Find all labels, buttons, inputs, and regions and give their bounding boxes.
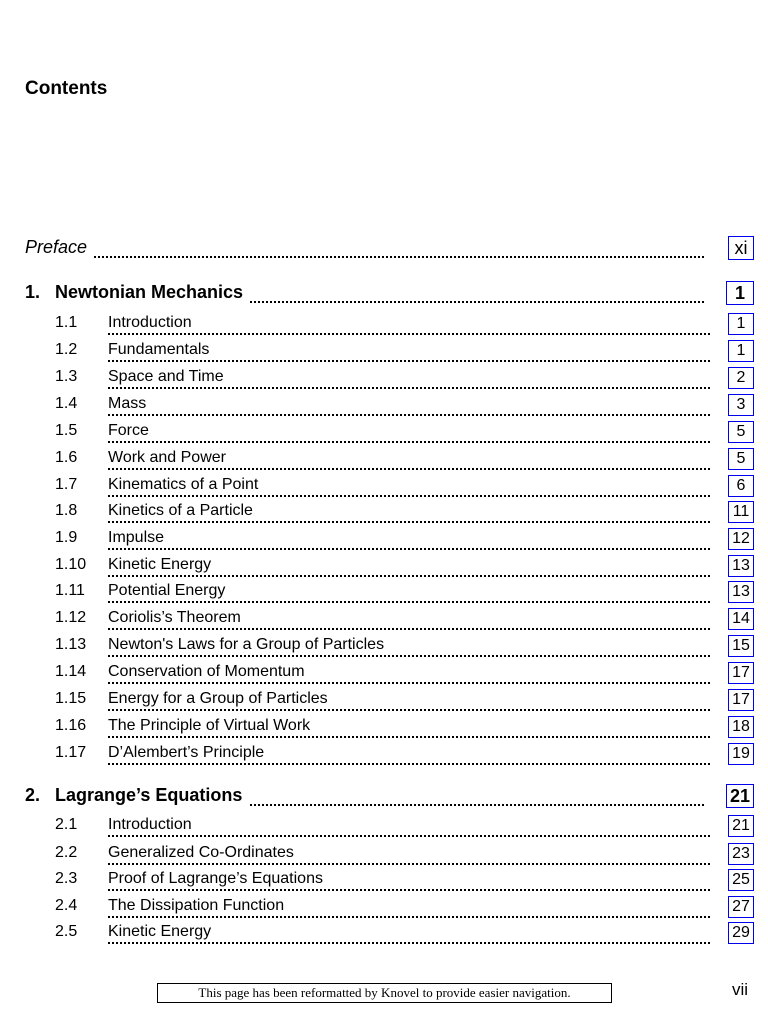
entry-number: 1.9 xyxy=(55,529,78,546)
toc-section-entry[interactable] xyxy=(0,340,768,362)
entry-title[interactable]: Work and Power xyxy=(108,449,232,467)
entry-title[interactable]: Newtonian Mechanics xyxy=(55,282,249,303)
page-link[interactable]: 19 xyxy=(728,743,754,765)
toc-section-entry[interactable] xyxy=(0,743,768,765)
entry-number: 1.16 xyxy=(55,717,87,734)
dot-leader xyxy=(108,402,710,416)
page-link[interactable]: 5 xyxy=(728,448,754,470)
toc-section-entry[interactable] xyxy=(0,501,768,523)
entry-number: 1.11 xyxy=(55,582,85,599)
page-link[interactable]: 25 xyxy=(728,869,754,891)
page-link[interactable]: 6 xyxy=(728,475,754,497)
page-link[interactable]: 21 xyxy=(728,815,754,837)
page-link[interactable]: 17 xyxy=(728,662,754,684)
toc-section-entry[interactable] xyxy=(0,662,768,684)
entry-title[interactable]: The Principle of Virtual Work xyxy=(108,717,316,735)
entry-number: 1.13 xyxy=(55,636,87,653)
page-title: Contents xyxy=(25,78,108,99)
entry-title[interactable]: Generalized Co-Ordinates xyxy=(108,844,300,862)
entry-title[interactable]: Conservation of Momentum xyxy=(108,663,311,681)
entry-title[interactable]: Potential Energy xyxy=(108,582,231,600)
entry-title[interactable]: Kinetics of a Particle xyxy=(108,502,259,520)
toc-section-entry[interactable] xyxy=(0,869,768,891)
toc-section-entry[interactable] xyxy=(0,896,768,918)
entry-number: 1.7 xyxy=(55,476,78,493)
dot-leader xyxy=(108,536,710,550)
dot-leader xyxy=(108,823,710,837)
page-link[interactable]: 2 xyxy=(728,367,754,389)
page-link[interactable]: 23 xyxy=(728,843,754,865)
entry-number: 1.12 xyxy=(55,609,87,626)
entry-number: 2. xyxy=(25,785,41,805)
entry-title[interactable]: Introduction xyxy=(108,816,198,834)
entry-title[interactable]: Kinetic Energy xyxy=(108,556,217,574)
entry-title[interactable]: Mass xyxy=(108,395,152,413)
entry-title[interactable]: Coriolis’s Theorem xyxy=(108,609,247,627)
page-link[interactable]: 18 xyxy=(728,716,754,738)
toc-section-entry[interactable] xyxy=(0,815,768,837)
toc-section-entry[interactable] xyxy=(0,394,768,416)
toc-section-entry[interactable] xyxy=(0,635,768,657)
toc-section-entry[interactable] xyxy=(0,313,768,335)
toc-section-entry[interactable] xyxy=(0,922,768,944)
entry-number: 2.5 xyxy=(55,923,78,940)
reformat-notice: This page has been reformatted by Knovel to provide easier navigation. xyxy=(157,983,612,1003)
toc-section-entry[interactable] xyxy=(0,555,768,577)
page-link[interactable]: 17 xyxy=(728,689,754,711)
entry-title[interactable]: Space and Time xyxy=(108,368,230,386)
entry-number: 2.1 xyxy=(55,816,78,833)
entry-title[interactable]: Introduction xyxy=(108,314,198,332)
page-link[interactable]: 13 xyxy=(728,581,754,603)
entry-number: 1.8 xyxy=(55,502,78,519)
entry-title[interactable]: Kinematics of a Point xyxy=(108,476,264,494)
entry-number: 1.5 xyxy=(55,422,78,439)
entry-number: 2.2 xyxy=(55,844,78,861)
toc-front-entry[interactable] xyxy=(0,236,768,258)
page-link[interactable]: 11 xyxy=(728,501,754,523)
page-link[interactable]: 21 xyxy=(726,784,754,808)
entry-number: 1.1 xyxy=(55,314,78,331)
page-link[interactable]: 29 xyxy=(728,922,754,944)
toc-section-entry[interactable] xyxy=(0,581,768,603)
dot-leader xyxy=(108,321,710,335)
entry-number: 1.15 xyxy=(55,690,87,707)
entry-number: 1.10 xyxy=(55,556,87,573)
dot-leader xyxy=(25,244,704,258)
entry-title[interactable]: Newton's Laws for a Group of Particles xyxy=(108,636,390,654)
page-link[interactable]: 1 xyxy=(726,281,754,305)
page-link[interactable]: 14 xyxy=(728,608,754,630)
entry-title[interactable]: Proof of Lagrange’s Equations xyxy=(108,870,329,888)
page-link[interactable]: 15 xyxy=(728,635,754,657)
toc-section-entry[interactable] xyxy=(0,716,768,738)
toc-chapter-entry[interactable] xyxy=(0,784,768,806)
entry-number: 2.3 xyxy=(55,870,78,887)
dot-leader xyxy=(108,429,710,443)
entry-title[interactable]: Preface xyxy=(25,237,93,258)
toc-section-entry[interactable] xyxy=(0,528,768,550)
page-link[interactable]: 1 xyxy=(728,340,754,362)
toc-section-entry[interactable] xyxy=(0,843,768,865)
toc-chapter-entry[interactable] xyxy=(0,281,768,303)
entry-number: 2.4 xyxy=(55,897,78,914)
entry-title[interactable]: Impulse xyxy=(108,529,170,547)
page-link[interactable]: 5 xyxy=(728,421,754,443)
entry-number: 1.17 xyxy=(55,744,87,761)
entry-number: 1.4 xyxy=(55,395,78,412)
page-number: vii xyxy=(731,980,748,999)
toc-section-entry[interactable] xyxy=(0,689,768,711)
entry-number: 1.6 xyxy=(55,449,78,466)
entry-title[interactable]: The Dissipation Function xyxy=(108,897,290,915)
page-link[interactable]: 1 xyxy=(728,313,754,335)
page-link[interactable]: 27 xyxy=(728,896,754,918)
page-link[interactable]: 3 xyxy=(728,394,754,416)
entry-title[interactable]: Kinetic Energy xyxy=(108,923,217,941)
entry-number: 1.3 xyxy=(55,368,78,385)
toc-section-entry[interactable] xyxy=(0,367,768,389)
page-link[interactable]: 12 xyxy=(728,528,754,550)
page-link[interactable]: 13 xyxy=(728,555,754,577)
entry-title[interactable]: D’Alembert’s Principle xyxy=(108,744,270,762)
toc-section-entry[interactable] xyxy=(0,475,768,497)
entry-title[interactable]: Force xyxy=(108,422,155,440)
entry-title[interactable]: Energy for a Group of Particles xyxy=(108,690,334,708)
toc-section-entry[interactable] xyxy=(0,448,768,470)
toc-section-entry[interactable] xyxy=(0,421,768,443)
entry-number: 1.14 xyxy=(55,663,87,680)
entry-title[interactable]: Lagrange’s Equations xyxy=(55,785,248,806)
entry-number: 1.2 xyxy=(55,341,78,358)
entry-number: 1. xyxy=(25,282,41,302)
page-link[interactable]: xi xyxy=(728,236,754,260)
entry-title[interactable]: Fundamentals xyxy=(108,341,215,359)
toc-section-entry[interactable] xyxy=(0,608,768,630)
